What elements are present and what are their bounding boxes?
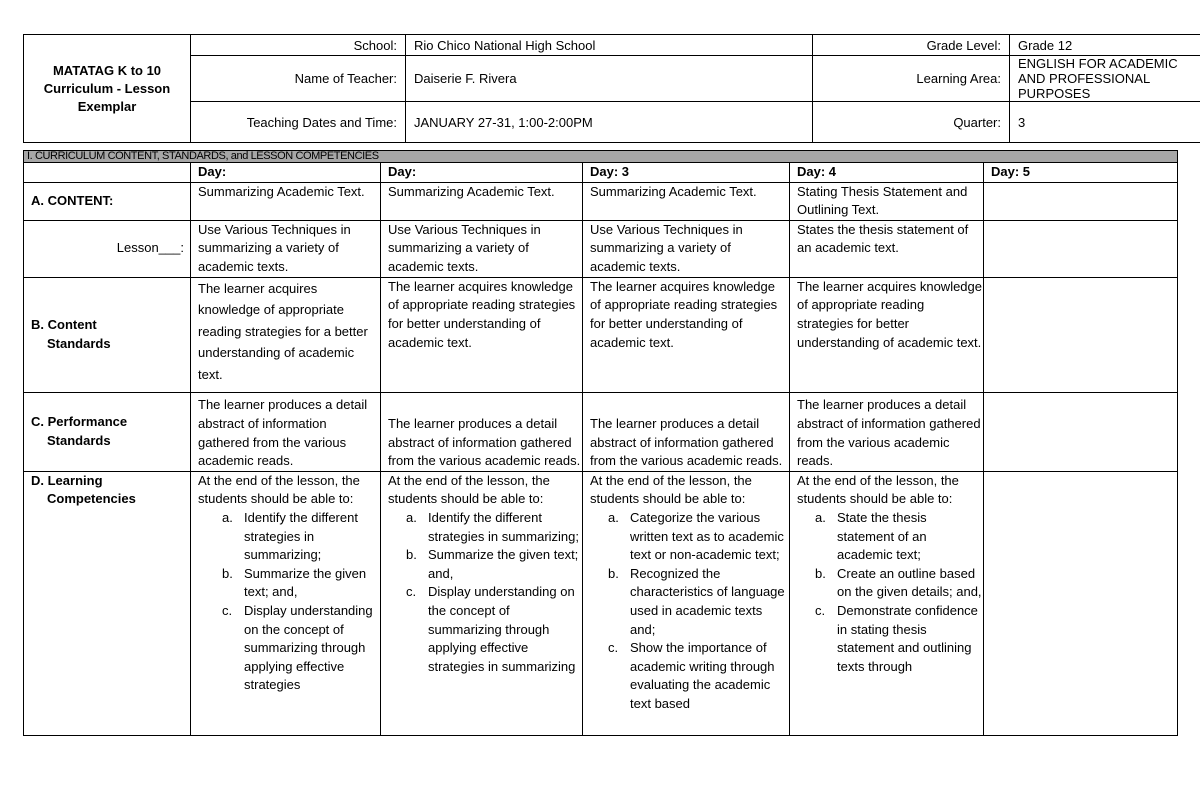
item-marker: c. [406, 584, 417, 600]
grade-level-value: Grade 12 [1010, 35, 1200, 56]
competency-item [608, 565, 789, 639]
competencies-label-line-1: D. Learning [31, 472, 103, 488]
school-label: School: [191, 35, 406, 56]
competencies-cell-3 [583, 471, 790, 735]
competencies-label-line-2: Competencies [47, 491, 136, 507]
competencies-label [24, 471, 191, 735]
item-text: Categorize the various written text as to academic text or non-academic text; [630, 509, 784, 563]
lesson-cell-5 [984, 220, 1178, 277]
content-standards-cell-3: The learner acquires knowledge of appropriate reading strategies for better understanding of academic text. [583, 277, 790, 392]
content-standards-label-line-1: B. Content [31, 317, 97, 333]
item-text: Create an outline based on the given details; and, [837, 565, 982, 600]
day-header-2: Day: [381, 163, 583, 183]
content-standards-label [24, 277, 191, 392]
school-value: Rio Chico National High School [406, 35, 813, 56]
item-marker: c. [608, 640, 619, 656]
learning-area-value: ENGLISH FOR ACADEMIC AND PROFESSIONAL PURPOSES [1010, 56, 1200, 102]
content-standards-cell-2: The learner acquires knowledge of appropriate reading strategies for better understanding of academic text. [381, 277, 583, 392]
quarter-label: Quarter: [813, 102, 1010, 143]
item-marker: c. [222, 602, 233, 618]
content-cell-5 [984, 182, 1178, 220]
item-marker: b. [406, 547, 417, 563]
competencies-intro: At the end of the lesson, the students should be able to: [388, 472, 550, 507]
dates-value: JANUARY 27-31, 1:00-2:00PM [406, 102, 813, 143]
title-line-2: Curriculum - Lesson [43, 80, 171, 96]
curriculum-table [23, 150, 1178, 736]
competency-item [608, 639, 789, 713]
item-text: Summarize the given text; and, [244, 565, 367, 600]
content-cell-4: Stating Thesis Statement and Outlining Text. [790, 182, 984, 220]
competencies-cell-4 [790, 471, 984, 735]
performance-standards-label-line-1: C. Performance [31, 414, 128, 430]
content-standards-cell-1: The learner acquires knowledge of appropriate reading strategies for a better understanding of academic text. [191, 277, 381, 392]
competency-item [815, 509, 983, 565]
item-text: Identify the different strategies in summarizing; [244, 509, 358, 563]
lesson-cell-1: Use Various Techniques in summarizing a variety of academic texts. [191, 220, 381, 277]
day-header-blank [24, 163, 191, 183]
item-text: Display understanding on the concept of summarizing through applying effective strategies [244, 602, 373, 693]
competency-item [222, 565, 380, 602]
competencies-cell-5 [984, 471, 1178, 735]
header-table [23, 34, 1200, 143]
day-header-5: Day: 5 [984, 163, 1178, 183]
competencies-list [406, 509, 582, 676]
performance-standards-cell-1: The learner produces a detail abstract of information gathered from the various academic reads. [191, 392, 381, 471]
item-text: Display understanding on the concept of summarizing through applying effective strategies in summarizing [428, 584, 576, 674]
item-text: Summarize the given text; and, [428, 547, 579, 581]
item-marker: b. [815, 565, 826, 581]
item-marker: b. [222, 565, 233, 581]
content-standards-cell-4: The learner acquires knowledge of appropriate reading strategies for better understanding of academic text. [790, 277, 984, 392]
item-text: State the thesis statement of an academic text; [837, 509, 927, 563]
competency-item [406, 583, 582, 676]
competency-item [222, 602, 380, 695]
grade-level-label: Grade Level: [813, 35, 1010, 56]
competency-item [406, 509, 582, 546]
competencies-list [222, 509, 380, 695]
teacher-value: Daiserie F. Rivera [406, 56, 813, 102]
item-marker: a. [222, 509, 233, 525]
item-marker: c. [815, 602, 826, 618]
title-line-3: Exemplar [77, 98, 137, 114]
item-text: Show the importance of academic writing through evaluating the academic text based [630, 640, 775, 711]
competency-item [815, 602, 983, 676]
item-text: Recognized the characteristics of language used in academic texts and; [630, 565, 785, 637]
section-title: I. CURRICULUM CONTENT, STANDARDS, and LESSON COMPETENCIES [24, 151, 1178, 163]
document-title [24, 35, 191, 143]
item-text: Identify the different strategies in summarizing; [428, 509, 579, 544]
content-cell-3: Summarizing Academic Text. [583, 182, 790, 220]
performance-standards-label [24, 392, 191, 471]
competencies-list [815, 509, 983, 676]
lesson-cell-3: Use Various Techniques in summarizing a variety of academic texts. [583, 220, 790, 277]
content-standards-label-line-2: Standards [47, 335, 111, 351]
competency-item [608, 509, 789, 565]
competencies-intro: At the end of the lesson, the students should be able to: [198, 472, 360, 507]
competencies-cell-2 [381, 471, 583, 735]
title-line-1: MATATAG K to 10 [52, 62, 162, 78]
content-cell-1: Summarizing Academic Text. [191, 182, 381, 220]
item-text: Demonstrate confidence in stating thesis statement and outlining texts through [837, 602, 978, 674]
item-marker: b. [608, 565, 619, 581]
teacher-label: Name of Teacher: [191, 56, 406, 102]
competencies-intro: At the end of the lesson, the students should be able to: [590, 472, 752, 507]
content-cell-2: Summarizing Academic Text. [381, 182, 583, 220]
content-label: A. CONTENT: [24, 182, 191, 220]
lesson-label: Lesson___: [24, 220, 191, 277]
competencies-list [608, 509, 789, 714]
item-marker: a. [406, 509, 417, 525]
competency-item [406, 546, 582, 583]
competencies-cell-1 [191, 471, 381, 735]
performance-standards-cell-2: The learner produces a detail abstract of information gathered from the various academic reads. [381, 392, 583, 471]
learning-area-label: Learning Area: [813, 56, 1010, 102]
performance-standards-cell-5 [984, 392, 1178, 471]
dates-label: Teaching Dates and Time: [191, 102, 406, 143]
performance-standards-cell-4: The learner produces a detail abstract of information gathered from the various academic reads. [790, 392, 984, 471]
competency-item [815, 565, 983, 602]
lesson-cell-2: Use Various Techniques in summarizing a variety of academic texts. [381, 220, 583, 277]
item-marker: a. [608, 509, 619, 525]
quarter-value: 3 [1010, 102, 1200, 143]
day-header-1: Day: [191, 163, 381, 183]
performance-standards-label-line-2: Standards [47, 432, 111, 448]
lesson-cell-4: States the thesis statement of an academic text. [790, 220, 984, 277]
competency-item [222, 509, 380, 565]
competencies-intro: At the end of the lesson, the students should be able to: [797, 472, 959, 507]
day-header-4: Day: 4 [790, 163, 984, 183]
item-marker: a. [815, 509, 826, 525]
content-standards-cell-5 [984, 277, 1178, 392]
day-header-3: Day: 3 [583, 163, 790, 183]
performance-standards-cell-3: The learner produces a detail abstract of information gathered from the various academic reads. [583, 392, 790, 471]
